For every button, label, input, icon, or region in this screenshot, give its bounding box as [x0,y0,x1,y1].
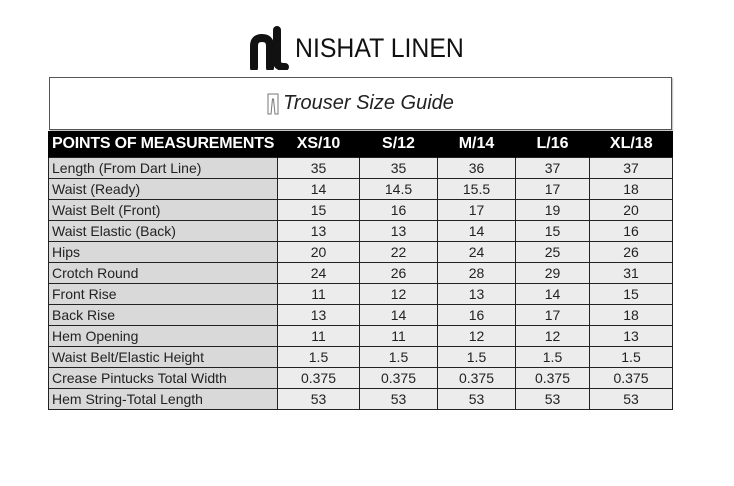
measurement-value: 1.5 [360,347,438,368]
measurement-value: 14 [516,284,590,305]
measurement-value: 0.375 [438,368,516,389]
measurement-value: 17 [516,179,590,200]
measurement-label: Waist Belt (Front) [49,200,278,221]
table-header-row [49,131,673,158]
measurement-value: 0.375 [590,368,673,389]
measurement-value: 14.5 [360,179,438,200]
measurement-value: 24 [438,242,516,263]
measurement-label: Crease Pintucks Total Width [49,368,278,389]
measurement-value: 12 [438,326,516,347]
measurement-value: 53 [278,389,360,410]
column-header-s: S/12 [360,131,438,158]
column-header-xs: XS/10 [278,131,360,158]
measurement-value: 53 [590,389,673,410]
table-row [49,179,673,200]
measurement-label: Crotch Round [49,263,278,284]
measurement-value: 12 [360,284,438,305]
table-row [49,305,673,326]
measurement-value: 1.5 [438,347,516,368]
measurement-value: 16 [438,305,516,326]
measurement-value: 0.375 [516,368,590,389]
measurement-value: 24 [278,263,360,284]
table-row [49,221,673,242]
measurement-value: 14 [438,221,516,242]
measurement-label: Hips [49,242,278,263]
measurement-label: Back Rise [49,305,278,326]
measurement-value: 53 [438,389,516,410]
measurement-value: 53 [360,389,438,410]
measurement-value: 0.375 [278,368,360,389]
measurement-value: 35 [278,158,360,179]
measurement-value: 13 [278,221,360,242]
measurement-value: 1.5 [278,347,360,368]
page-title: Trouser Size Guide [283,92,454,114]
measurement-value: 0.375 [360,368,438,389]
measurement-value: 1.5 [516,347,590,368]
table-row [49,347,673,368]
measurement-value: 13 [438,284,516,305]
measurement-value: 18 [590,305,673,326]
table-row [49,158,673,179]
column-header-m: M/14 [438,131,516,158]
table-row [49,200,673,221]
nl-monogram-icon [249,26,289,70]
measurement-value: 16 [360,200,438,221]
measurement-value: 17 [516,305,590,326]
measurement-value: 26 [360,263,438,284]
measurement-value: 18 [590,179,673,200]
measurement-value: 25 [516,242,590,263]
column-header-l: L/16 [516,131,590,158]
table-row [49,284,673,305]
measurement-value: 14 [278,179,360,200]
measurement-value: 37 [590,158,673,179]
brand-logo [249,26,479,70]
table-row [49,242,673,263]
measurement-value: 15 [516,221,590,242]
measurement-value: 16 [590,221,673,242]
measurement-value: 13 [360,221,438,242]
measurement-value: 26 [590,242,673,263]
measurement-value: 28 [438,263,516,284]
measurement-label: Hem Opening [49,326,278,347]
measurement-value: 12 [516,326,590,347]
measurement-value: 11 [360,326,438,347]
table-row [49,389,673,410]
measurement-label: Length (From Dart Line) [49,158,278,179]
measurement-value: 53 [516,389,590,410]
measurement-value: 15.5 [438,179,516,200]
measurement-value: 1.5 [590,347,673,368]
measurement-label: Waist Belt/Elastic Height [49,347,278,368]
size-table [48,131,673,410]
trouser-icon [267,93,279,115]
measurement-value: 11 [278,284,360,305]
table-row [49,326,673,347]
measurement-value: 29 [516,263,590,284]
title-banner [49,77,672,130]
measurement-value: 31 [590,263,673,284]
measurement-label: Waist (Ready) [49,179,278,200]
measurement-value: 20 [590,200,673,221]
measurement-label: Waist Elastic (Back) [49,221,278,242]
measurement-value: 19 [516,200,590,221]
measurement-value: 22 [360,242,438,263]
measurement-value: 20 [278,242,360,263]
table-row [49,368,673,389]
column-header-xl: XL/18 [590,131,673,158]
column-header-points: POINTS OF MEASUREMENTS [49,131,278,158]
table-row [49,263,673,284]
measurement-value: 14 [360,305,438,326]
measurement-value: 17 [438,200,516,221]
measurement-value: 37 [516,158,590,179]
measurement-value: 15 [590,284,673,305]
measurement-value: 13 [590,326,673,347]
measurement-value: 35 [360,158,438,179]
measurement-label: Hem String-Total Length [49,389,278,410]
measurement-value: 13 [278,305,360,326]
brand-name: NISHAT LINEN [295,32,464,63]
measurement-label: Front Rise [49,284,278,305]
measurement-value: 11 [278,326,360,347]
measurement-value: 15 [278,200,360,221]
measurement-value: 36 [438,158,516,179]
